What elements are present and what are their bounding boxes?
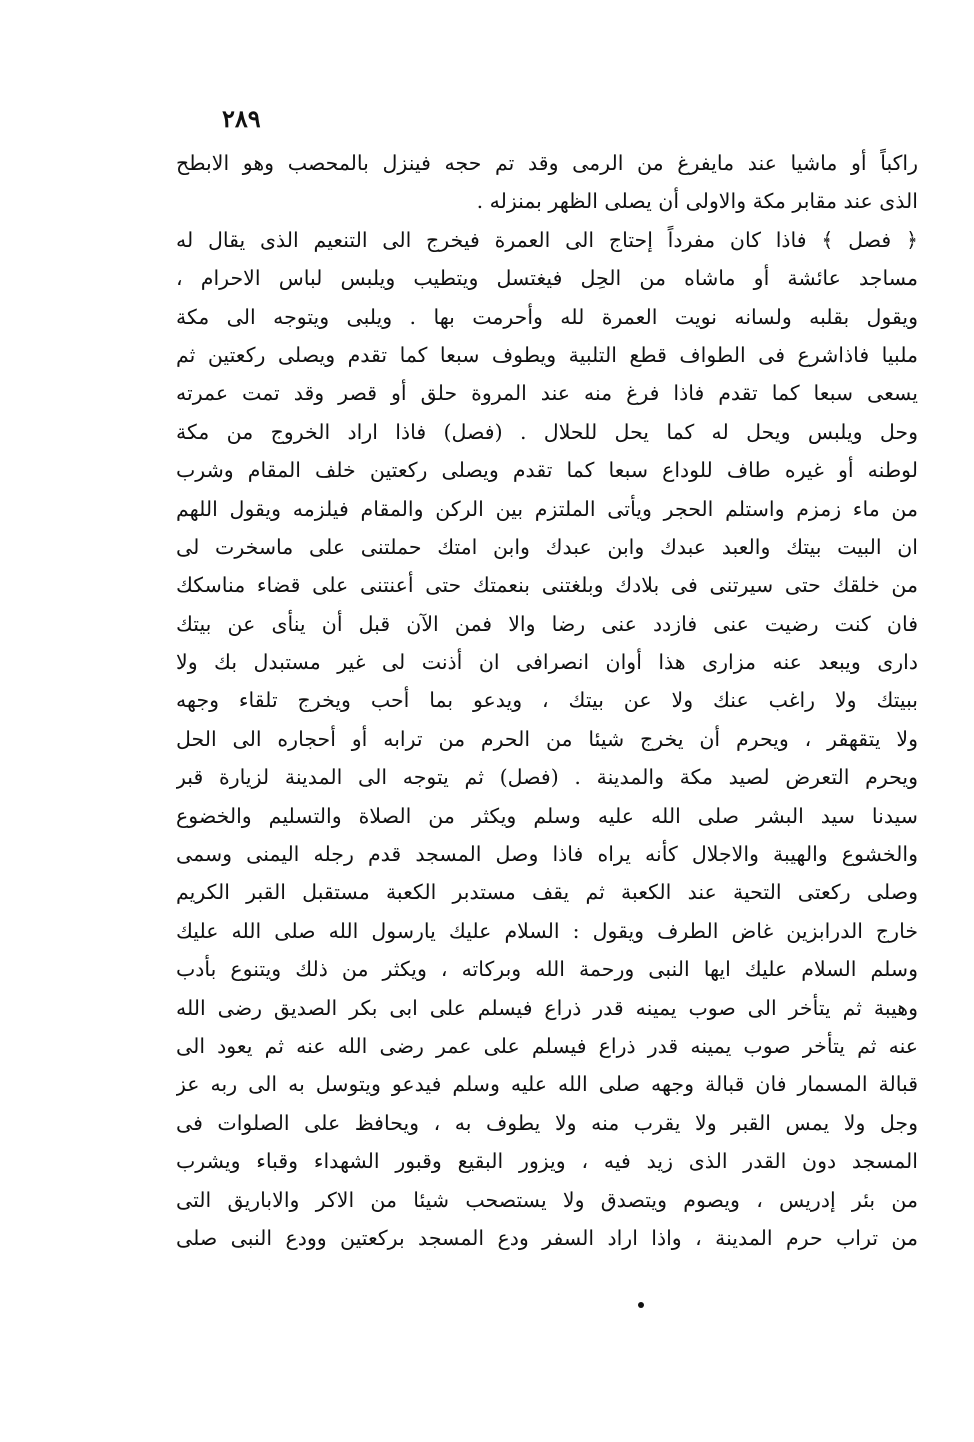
- footer-dot-mark: [638, 1302, 644, 1308]
- text-line: ملبيا فاذاشرع فى الطواف قطع التلبية ويطوف سبعا كما تقدم ويصلى ركعتين ثم: [176, 342, 918, 367]
- text-line: ويقول بقلبه ولسانه نويت العمرة لله وأحرمت بها . ويلبى ويتوجه الى مكة: [176, 304, 918, 329]
- text-line: من بئر إدريس ، ويصوم ويتصدق ولا يستصحب شيئا من الاكر والاباريق التى: [176, 1187, 918, 1212]
- text-line: وحل ويلبس ويحل له كما يحل للحلال . (فصل) فاذا اراد الخروج من مكة: [176, 419, 918, 444]
- text-line: ويحرم التعرض لصيد مكة والمدينة . (فصل) ثم يتوجه الى المدينة لزيارة قبر: [176, 765, 918, 790]
- text-line: ولا يتقهقر ، ويحرم أن يخرج شيئا من الحرم من ترابه أو أحجاره الى الحل: [176, 726, 918, 751]
- text-line: مساجد عائشة أو ماشاه من الحِل فيغتسل ويتطيب ويلبس لباس الاحرام ،: [176, 266, 918, 291]
- text-line: لوطنه أو غيره طاف للوداع سبعا كما تقدم ويصلى ركعتين خلف المقام وشرب: [176, 458, 918, 483]
- text-line: فان كنت رضيت عنى فازدد عنى رضا والا فمن الآن قبل أن ينأى عن بيتك: [176, 611, 918, 636]
- text-line: ان البيت بيتك والعبد عبدك وابن عبدك وابن امتك حملتنى على ماسخرت لى: [176, 534, 918, 559]
- text-line: من ماء زمزم واستلم الحجر ويأتى الملتزم بين الركن والمقام فيلزمه ويقول اللهم: [176, 496, 918, 521]
- text-line: وسلم السلام عليك ايها النبى ورحمة الله وبركاته ، ويكثر من ذلك ويتنوع بأدب: [176, 957, 918, 982]
- text-line: خارج الدرابزين غاض الطرف ويقول : السلام عليك يارسول الله صلى الله عليك: [176, 918, 918, 943]
- text-line: قبالة المسمار فان قبالة وجهه صلى الله عليه وسلم فيدعو ويتوسل به الى ربه عز: [176, 1072, 918, 1097]
- body-text: [176, 144, 918, 1257]
- text-line: ببيتك ولا راغب عنك ولا عن بيتك ، ويدعو بما أحب ويخرج تلقاء وجهه: [176, 688, 918, 713]
- text-line: الذى عند مقابر مكة والاولى أن يصلى الظهر بمنزله .: [476, 189, 918, 214]
- text-line: المسجد دون القدر الذى زيد فيه ، ويزور البقيع وقبور الشهداء وقباء ويشرب: [176, 1149, 918, 1174]
- text-line: وجل ولا يمس القبر ولا يقرب منه ولا يطوف به ، ويحافظ على الصلوات فى: [176, 1110, 918, 1135]
- text-line: والخشوع والهيبة والاجلال كأنه يراه فاذا وصل المسجد قدم رجله اليمنى وسمى: [176, 842, 918, 867]
- text-line: راكباً أو ماشيا عند مايفرغ من الرمى وقد تم حجه فينزل بالمحصب وهو الابطح: [176, 151, 918, 175]
- text-line: وصلى ركعتى التحية عند الكعبة ثم يقف مستدبر الكعبة مستقبل القبر الكريم: [176, 880, 918, 905]
- text-line: من خلقك حتى سيرتنى فى بلادك وبلغتنى بنعمتك حتى أعنتنى على قضاء مناسكك: [176, 573, 918, 598]
- text-line: عنه ثم يتأخر صوب يمينه قدر ذراع فيسلم على عمر رضى الله عنه ثم يعود الى: [176, 1033, 918, 1058]
- text-line: ﴿ فصل ﴾ فاذا كان مفرداً إحتاج الى العمرة فيخرج الى التنعيم الذى يقال له: [176, 227, 918, 252]
- text-line: من تراب حرم المدينة ، واذا اراد السفر ودع المسجد بركعتين وودع النبى صلى: [176, 1225, 918, 1250]
- page-number: ٢٨٩: [222, 104, 261, 133]
- text-line: سيدنا سيد البشر صلى الله عليه وسلم ويكثر من الصلاة والتسليم والخضوع: [176, 803, 918, 828]
- text-line: دارى ويبعد عنه مزارى هذا أوان انصرافى ان أذنت لى غير مستبدل بك ولا: [176, 650, 918, 675]
- text-line: يسعى سبعا كما تقدم فاذا فرغ منه عند المروة حلق أو قصر وقد تمت عمرته: [176, 381, 918, 406]
- text-line: وهيبة ثم يتأخر الى صوب يمينه قدر ذراع فيسلم على ابى بكر الصديق رضى الله: [176, 995, 918, 1020]
